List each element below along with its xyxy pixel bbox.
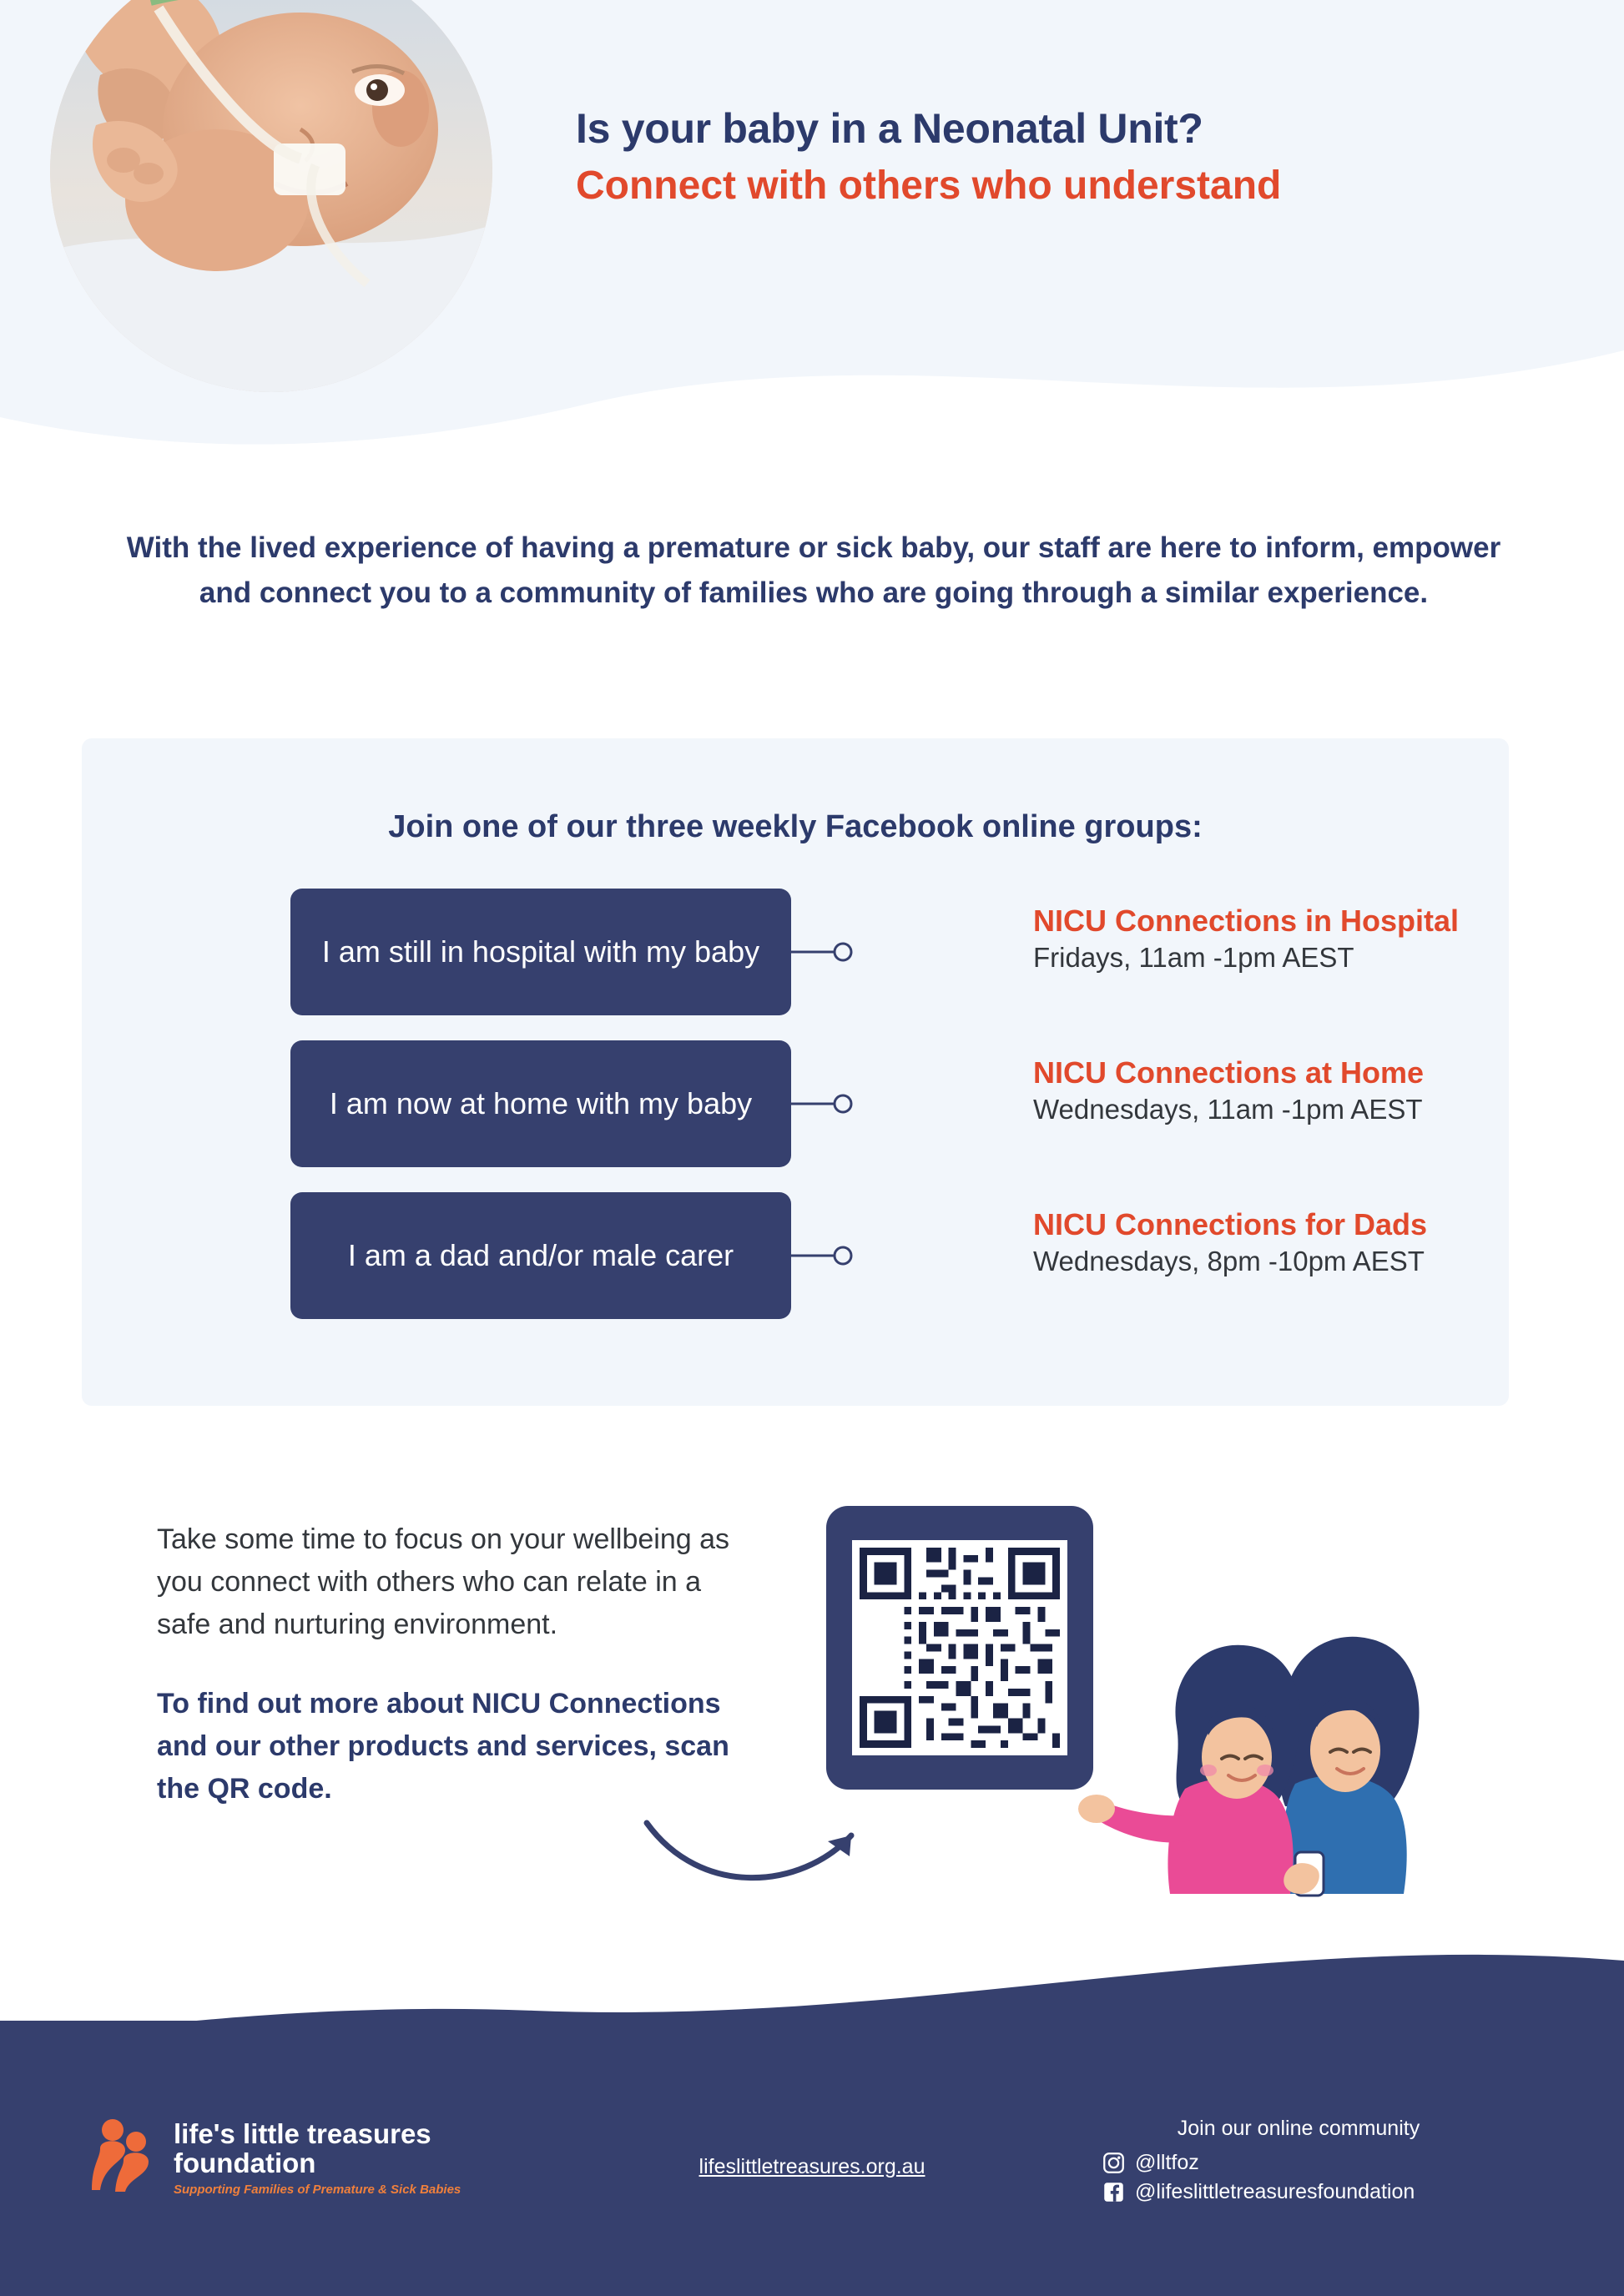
facebook-icon: [1102, 2181, 1125, 2203]
social-block: [1102, 2117, 1495, 2204]
group-row: [211, 1192, 1428, 1326]
two-women-illustration: [1077, 1610, 1427, 1911]
wellbeing-paragraph: Take some time to focus on your wellbeing as you connect with others who can relate in a safe and nurturing environment.: [157, 1523, 730, 1640]
website-link[interactable]: lifeslittletreasures.org.au: [699, 2155, 925, 2178]
group-pill-home[interactable]: I am now at home with my baby: [290, 1040, 791, 1167]
group-row: [211, 889, 1460, 1022]
qr-code-container[interactable]: [826, 1506, 1093, 1790]
page-subtitle: Connect with others who understand: [576, 164, 1282, 208]
facebook-handle: @lifeslittletreasuresfoundation: [1135, 2180, 1415, 2203]
group-time: Wednesdays, 11am -1pm AEST: [1033, 1094, 1423, 1125]
social-heading: Join our online community: [1177, 2117, 1420, 2140]
group-title: NICU Connections in Hospital: [1033, 904, 1460, 938]
logo-line-1: life's little treasures: [174, 2118, 431, 2149]
qr-cta-text: To find out more about NICU Connections and our other products and services, scan the QR code.: [157, 1688, 729, 1805]
qr-text-block: [157, 1518, 741, 1810]
header-text-block: [576, 104, 1519, 212]
page-title: Is your baby in a Neonatal Unit?: [576, 105, 1203, 152]
connector-line-icon: [791, 1192, 1033, 1319]
facebook-row[interactable]: [1102, 2180, 1495, 2204]
group-pill-hospital[interactable]: I am still in hospital with my baby: [290, 889, 791, 1015]
curved-arrow-icon: [643, 1798, 893, 1898]
connector-line-icon: [791, 1040, 1033, 1167]
connector-line-icon: [791, 889, 1033, 1015]
groups-heading: Join one of our three weekly Facebook online groups:: [388, 809, 1203, 844]
group-time: Wednesdays, 8pm -10pm AEST: [1033, 1246, 1425, 1276]
group-title: NICU Connections for Dads: [1033, 1207, 1428, 1241]
logo-tagline: Supporting Families of Premature & Sick Babies: [174, 2183, 461, 2198]
groups-card: [82, 738, 1509, 1406]
group-info: [1033, 1207, 1624, 1277]
qr-code-graphic: [852, 1540, 1067, 1755]
group-time: Fridays, 11am -1pm AEST: [1033, 942, 1354, 973]
group-pill-dads[interactable]: I am a dad and/or male carer: [290, 1192, 791, 1319]
group-title: NICU Connections at Home: [1033, 1055, 1425, 1090]
logo-line-2: foundation: [174, 2147, 316, 2178]
group-row: [211, 1040, 1425, 1174]
instagram-icon: [1102, 2152, 1125, 2174]
group-info: [1033, 1055, 1624, 1125]
group-info: [1033, 904, 1624, 974]
instagram-handle: @lltfoz: [1135, 2151, 1199, 2174]
instagram-row[interactable]: [1102, 2151, 1495, 2175]
footer: [0, 2021, 1624, 2296]
intro-paragraph: With the lived experience of having a premature or sick baby, our staff are here to inform, empower and connect you to a community of families who are going through a similar experience.: [126, 531, 1501, 610]
qr-code[interactable]: [852, 1540, 1067, 1755]
